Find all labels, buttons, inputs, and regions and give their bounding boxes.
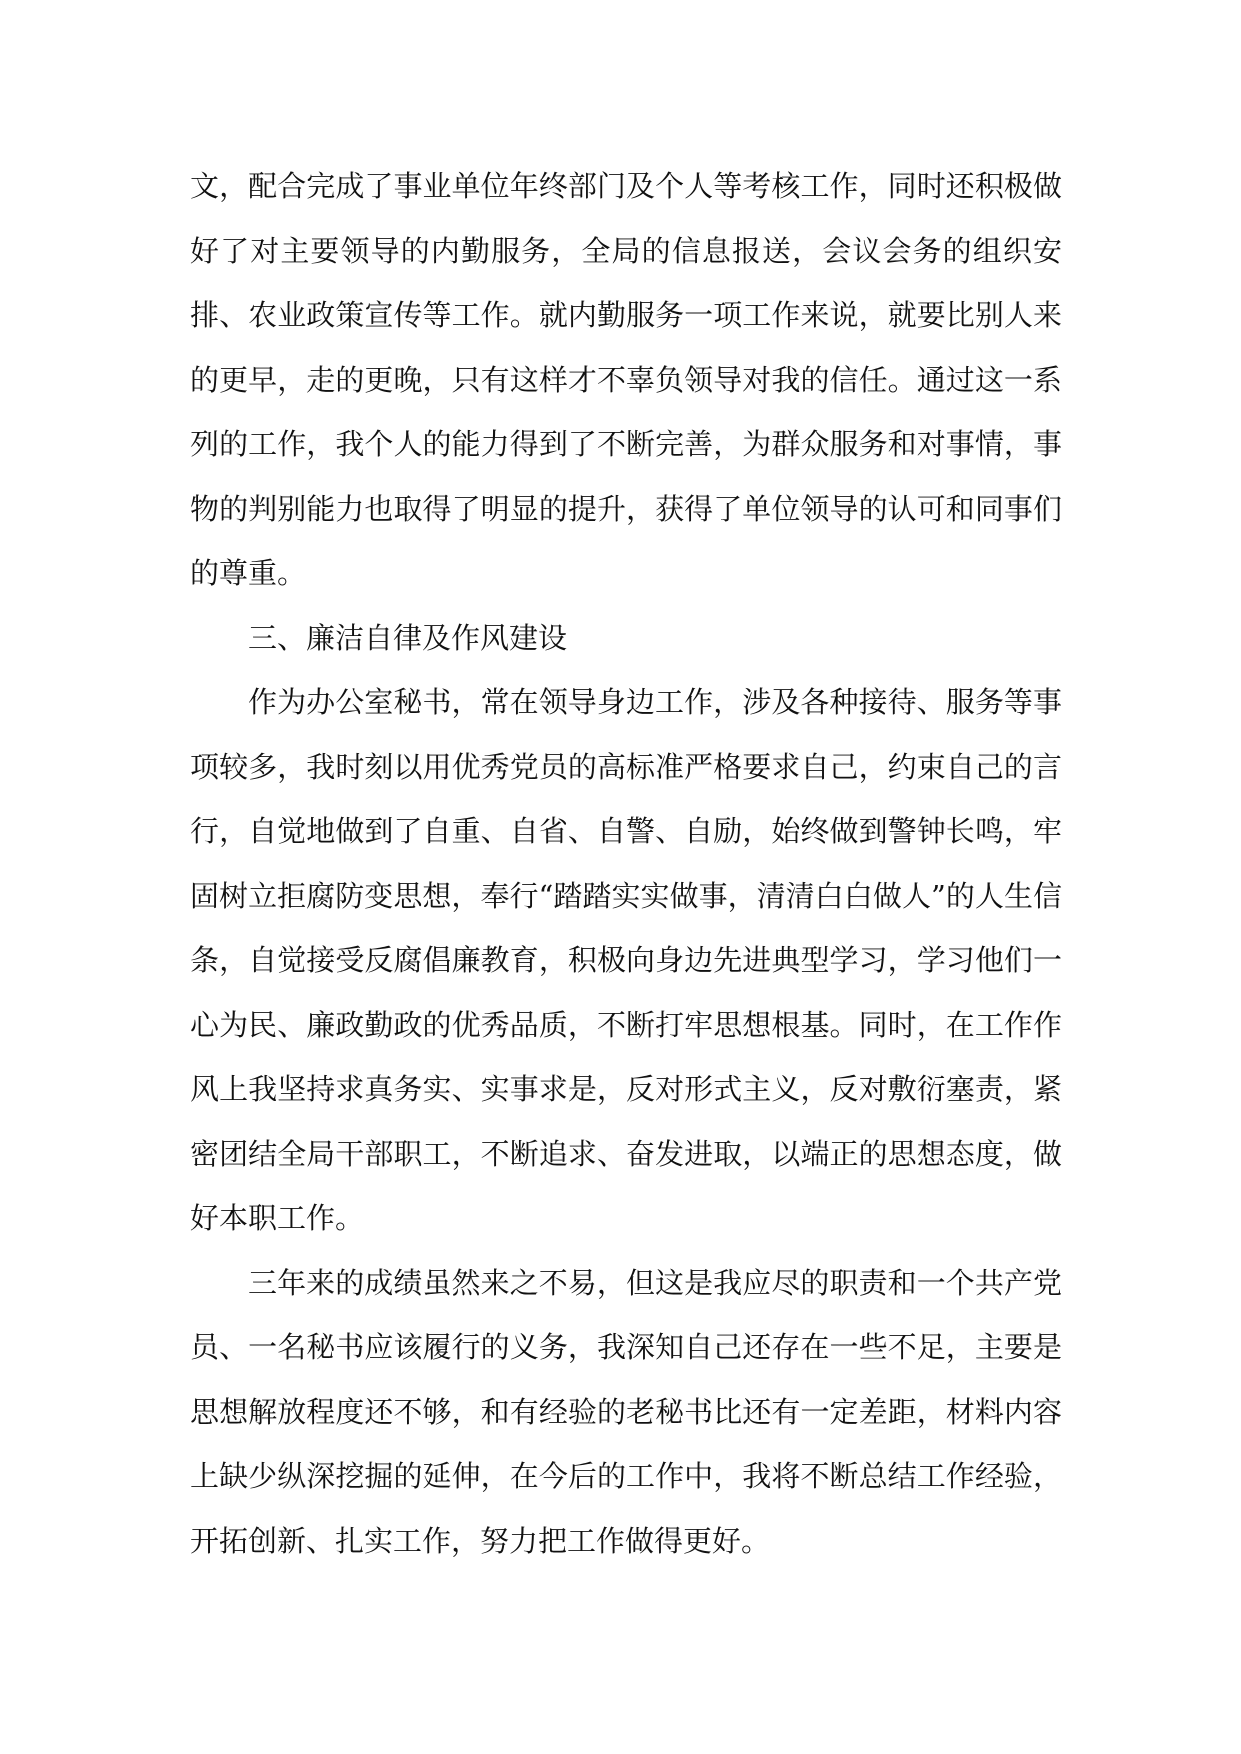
section-heading: 三、廉洁自律及作风建设 <box>248 620 568 655</box>
paragraph-integrity: 作为办公室秘书，常在领导身边工作，涉及各种接待、服务等事项较多，我时刻以用优秀党员的高标准严格要求自己，约束自己的言行，自觉地做到了自重、自省、自警、自励，始终做到警钟长鸣，牢固树立拒腐防变思想，奉行“踏踏实实做事，清清白白做人”的人生信条，自觉接受反腐倡廉教育，积极向身边先进典型学习，学习他们一心为民、廉政勤政的优秀品质，不断打牢思想根基。同时，在工作作风上我坚持求真务实、实事求是，反对形式主义，反对敷衍塞责，紧密团结全局干部职工，不断追求、奋发进取，以端正的思想态度，做好本职工作。 <box>190 685 1062 1235</box>
document-body <box>190 154 1062 1573</box>
paragraph-continuation: 文，配合完成了事业单位年终部门及个人等考核工作，同时还积极做好了对主要领导的内勤服务，全局的信息报送，会议会务的组织安排、农业政策宣传等工作。就内勤服务一项工作来说，就要比别人来的更早，走的更晚，只有这样才不辜负领导对我的信任。通过这一系列的工作，我个人的能力得到了不断完善，为群众服务和对事情，事物的判别能力也取得了明显的提升，获得了单位领导的认可和同事们的尊重。 <box>190 169 1062 590</box>
paragraph-conclusion: 三年来的成绩虽然来之不易，但这是我应尽的职责和一个共产党员、一名秘书应该履行的义务，我深知自己还存在一些不足，主要是思想解放程度还不够，和有经验的老秘书比还有一定差距，材料内容上缺少纵深挖掘的延伸，在今后的工作中，我将不断总结工作经验，开拓创新、扎实工作，努力把工作做得更好。 <box>190 1265 1062 1558</box>
